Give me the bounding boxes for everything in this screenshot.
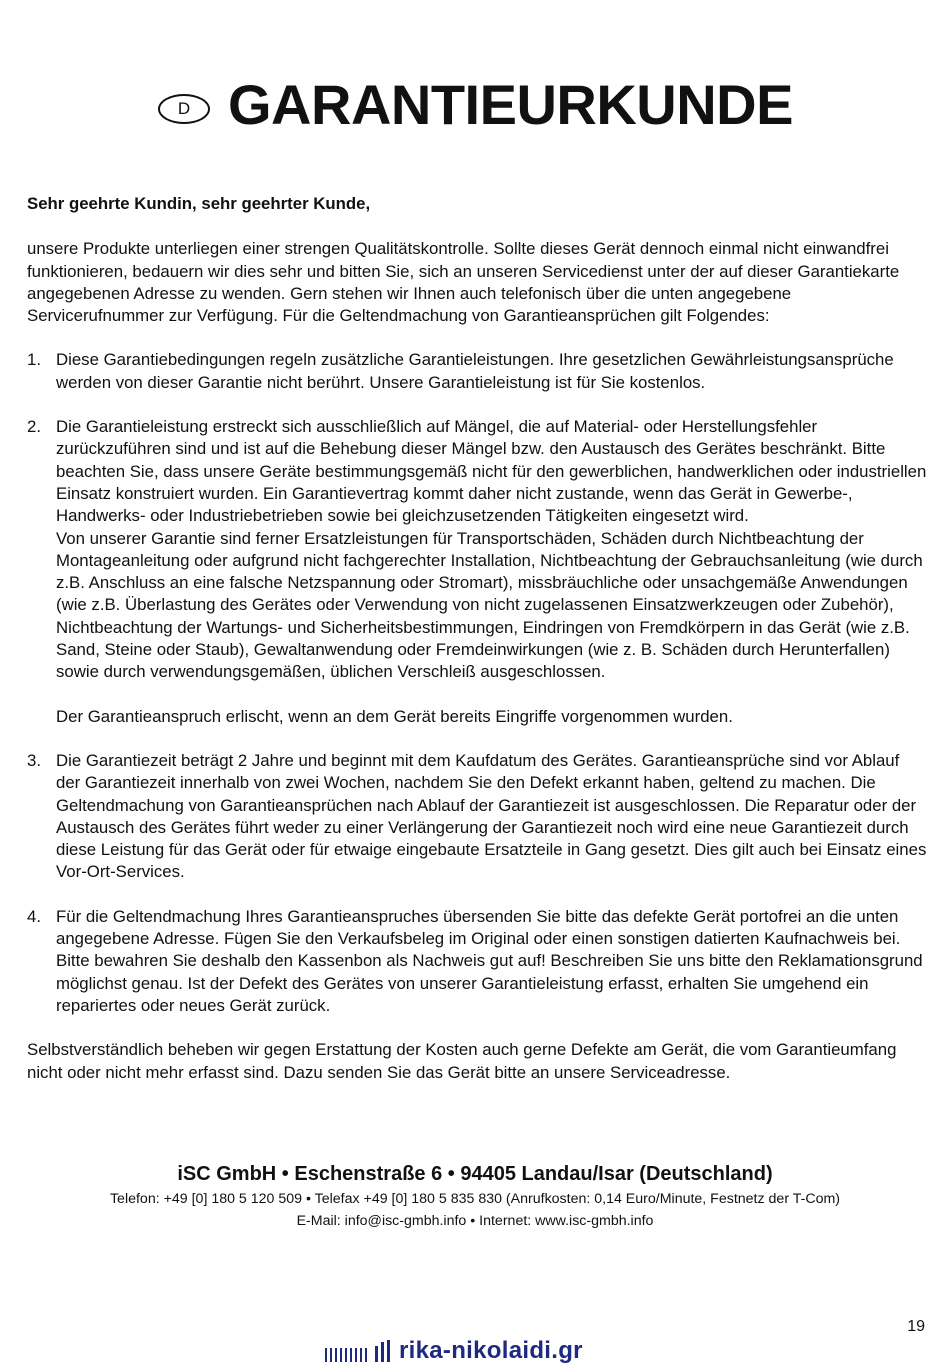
list-item-text: Für die Geltendmachung Ihres Garantieanspruches übersenden Sie bitte das defekte Gerät portofrei an die unten angegebene Adresse. Fügen Sie den Verkaufsbeleg im Original oder einen sonstigen datierten Kaufnachweis bei. Bitte bewahren Sie deshalb den Kassenbon als Nachweis gut auf! Beschreiben Sie uns bitte den Reklamationsgrund möglichst genau. Ist der Defekt des Gerätes von unserer Garantieleistung erfasst, erhalten Sie umgehend ein repariertes oder neues Gerät zurück.: [56, 906, 923, 1015]
list-item-text: Die Garantieleistung erstreckt sich ausschließlich auf Mängel, die auf Material- oder Herstellungsfehler zurückzuführen sind und ist auf die Behebung dieser Mängel bzw. den Austausch des Gerätes beschränkt. Bitte beachten Sie, dass unsere Geräte bestimmungsgemäß nicht für den gewerblichen, handwerklichen oder industriellen Einsatz konstruiert wurden. Ein Garantievertrag kommt daher nicht zustande, wenn das Gerät in Gewerbe-, Handwerks- oder Industriebetrieben sowie bei gleichzusetzenden Tätigkeiten eingesetzt wird.: [56, 417, 927, 526]
list-item-text: Diese Garantiebedingungen regeln zusätzliche Garantieleistungen. Ihre gesetzlichen Gewährleistungsansprüche werden von dieser Garantie nicht berührt. Unsere Garantieleistung ist für Sie kostenlos.: [56, 350, 894, 392]
list-item-number: 4.: [27, 906, 41, 926]
watermark: [325, 1336, 583, 1366]
closing-paragraph: Selbstverständlich beheben wir gegen Erstattung der Kosten auch gerne Defekte am Gerät, die vom Garantieumfang nicht oder nicht mehr erfasst sind. Dazu senden Sie das Gerät bitte an unsere Serviceadresse.: [27, 1040, 897, 1082]
footer: [0, 1160, 950, 1232]
contact-web: E-Mail: info@isc-gmbh.info • Internet: www.isc-gmbh.info: [296, 1213, 654, 1229]
list-item: [27, 750, 927, 884]
page-number: 19: [907, 1318, 925, 1335]
list-item: [27, 906, 927, 1017]
country-badge: D: [158, 94, 210, 124]
list-item-text: Der Garantieanspruch erlischt, wenn an dem Gerät bereits Eingriffe vorgenommen wurden.: [56, 706, 733, 726]
page-header: [0, 72, 950, 142]
list-item-text: Von unserer Garantie sind ferner Ersatzleistungen für Transportschäden, Schäden durch Nichtbeachtung der Montageanleitung oder aufgrund nicht fachgerechter Installation, Nichtbeachtung der Gebrauchsanleitung (wie durch z.B. Anschluss an eine falsche Netzspannung oder Stromart), missbräuchliche oder unsachgemäße Anwendungen (wie z.B. Überlastung des Gerätes oder Verwendung von nicht zugelassenen Einsatzwerkzeugen oder Zubehör), Nichtbeachtung der Wartungs- und Sicherheitsbestimmungen, Eindringen von Fremdkörpern in das Gerät (wie z.B. Sand, Steine oder Staub), Gewaltanwendung oder Fremdeinwirkungen (wie z. B. Schäden durch Herunterfallen) sowie durch verwendungsgemäßen, üblichen Verschleiß ausgeschlossen.: [56, 528, 923, 682]
list-item: [27, 349, 927, 394]
document-body: [27, 193, 927, 1084]
greeting: Sehr geehrte Kundin, sehr geehrter Kunde,: [27, 194, 371, 213]
contact-phone: Telefon: +49 [0] 180 5 120 509 • Telefax +49 [0] 180 5 835 830 (Anrufkosten: 0,14 Euro/Minute, Festnetz der T-Com): [109, 1191, 841, 1207]
watermark-text: rika-nikolaidi.gr: [399, 1337, 583, 1364]
list-item-number: 2.: [27, 417, 41, 437]
barcode-icon: [325, 1340, 393, 1362]
company-address: iSC GmbH • Eschenstraße 6 • 94405 Landau/Isar (Deutschland): [177, 1163, 773, 1185]
page-title: GARANTIEURKUNDE: [228, 73, 793, 136]
list-item-number: 1.: [27, 350, 41, 370]
list-item-text: Die Garantiezeit beträgt 2 Jahre und beginnt mit dem Kaufdatum des Gerätes. Garantieansprüche sind vor Ablauf der Garantiezeit innerhalb von zwei Wochen, nachdem Sie den Defekt erkannt haben, geltend zu machen. Die Geltendmachung von Garantieansprüchen nach Ablauf der Garantiezeit ist ausgeschlossen. Die Reparatur oder der Austausch des Gerätes führt weder zu einer Verlängerung der Garantiezeit noch wird eine neue Garantiezeit durch diese Leistung für das Gerät oder für etwaige eingebaute Ersatzteile in Gang gesetzt. Dies gilt auch bei Einsatz eines Vor-Ort-Services.: [56, 750, 927, 882]
list-item: [27, 416, 927, 728]
intro-paragraph: unsere Produkte unterliegen einer strengen Qualitätskontrolle. Sollte dieses Gerät dennoch einmal nicht einwandfrei funktionieren, bedauern wir dies sehr und bitten Sie, sich an unseren Servicedienst unter der auf dieser Garantiekarte angegebenen Adresse zu wenden. Gern stehen wir Ihnen auch telefonisch über die unten angegebene Servicerufnummer zur Verfügung. Für die Geltendmachung von Garantieansprüchen gilt Folgendes:: [27, 239, 900, 326]
list-item-number: 3.: [27, 750, 41, 770]
